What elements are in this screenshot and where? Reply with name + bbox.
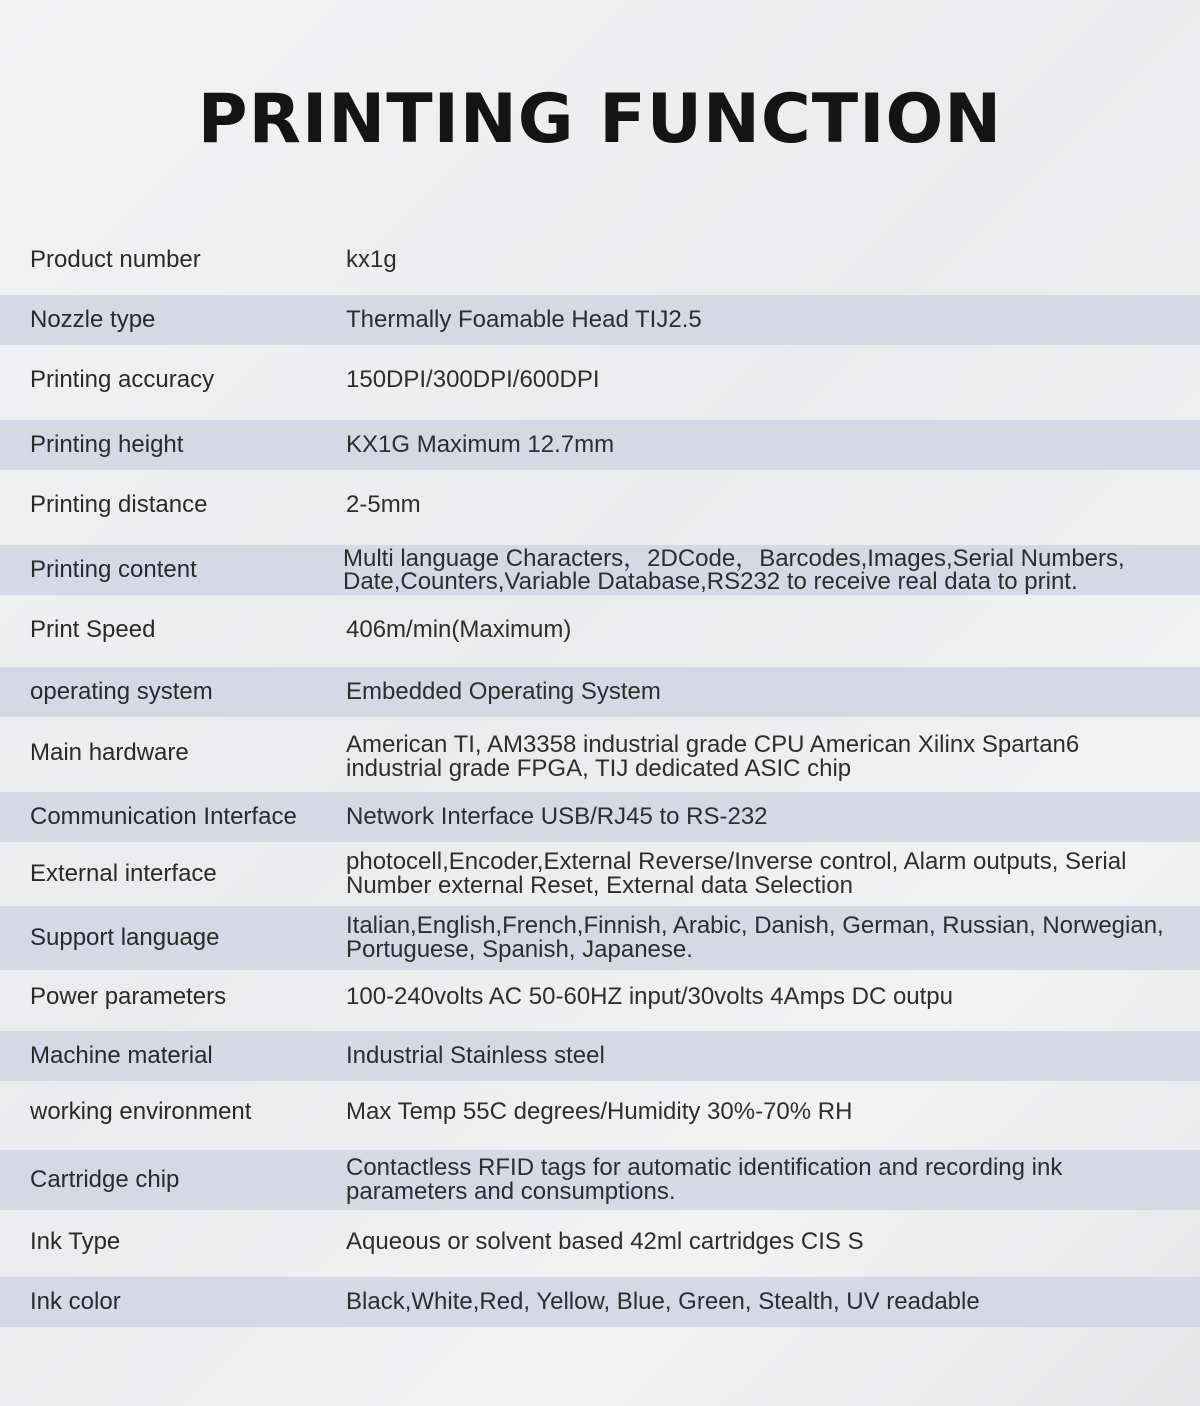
row-value: 2-5mm — [346, 491, 421, 518]
table-row — [0, 295, 1200, 345]
row-value: 406m/min(Maximum) — [346, 616, 572, 643]
row-value: Industrial Stainless steel — [346, 1042, 605, 1069]
table-row — [0, 1277, 1200, 1327]
row-label: operating system — [30, 678, 213, 705]
table-row — [0, 845, 1200, 903]
table-row — [0, 728, 1200, 782]
table-row — [0, 1087, 1200, 1137]
row-label: Print Speed — [30, 616, 156, 643]
row-label: Machine material — [30, 1042, 213, 1069]
row-value: Aqueous or solvent based 42ml cartridges CIS S — [346, 1228, 864, 1255]
row-value: Multi language Characters，2DCode，Barcodes,Images,Serial Numbers, Date,Counters,Variable Database,RS232 to receive real data to print. — [343, 545, 1125, 595]
row-label: Printing height — [30, 431, 184, 458]
row-value: American TI, AM3358 industrial grade CPU American Xilinx Spartan6 industrial grade FPGA, TIJ dedicated ASIC chip — [346, 731, 1080, 782]
table-row — [0, 605, 1200, 655]
page-title: PRINTING FUNCTION — [197, 80, 1003, 159]
table-row — [0, 1031, 1200, 1081]
row-label: External interface — [30, 860, 217, 887]
row-label: Printing content — [30, 556, 197, 583]
row-value: KX1G Maximum 12.7mm — [346, 431, 615, 458]
row-label: Communication Interface — [30, 803, 297, 830]
table-row — [0, 1217, 1200, 1267]
row-label: Nozzle type — [30, 306, 156, 333]
row-label: Printing accuracy — [30, 366, 215, 393]
row-label: Power parameters — [30, 983, 227, 1010]
row-value: Contactless RFID tags for automatic identification and recording ink parameters and consumptions. — [346, 1154, 1063, 1205]
table-row — [0, 792, 1200, 842]
row-label: Ink color — [30, 1288, 121, 1315]
row-value: Max Temp 55C degrees/Humidity 30%-70% RH — [346, 1098, 853, 1125]
row-value: photocell,Encoder,External Reverse/Inverse control, Alarm outputs, Serial Number external Reset, External data Selection — [346, 848, 1127, 899]
row-value: Embedded Operating System — [346, 678, 661, 705]
row-value: Thermally Foamable Head TIJ2.5 — [346, 306, 702, 333]
table-row — [0, 545, 1200, 595]
row-label: Printing distance — [30, 491, 208, 518]
row-value: 150DPI/300DPI/600DPI — [346, 366, 600, 393]
table-row — [0, 972, 1200, 1022]
row-value: Italian,English,French,Finnish, Arabic, Danish, German, Russian, Norwegian, Portuguese, Spanish, Japanese. — [346, 912, 1164, 963]
row-label: Ink Type — [30, 1228, 121, 1255]
row-label: Main hardware — [30, 739, 189, 766]
row-value: Black,White,Red, Yellow, Blue, Green, Stealth, UV readable — [346, 1288, 980, 1315]
table-row — [0, 667, 1200, 717]
table-row — [0, 235, 1200, 285]
table-row — [0, 906, 1200, 970]
row-value: Network Interface USB/RJ45 to RS-232 — [346, 803, 768, 830]
row-label: working environment — [30, 1098, 252, 1125]
table-row — [0, 355, 1200, 405]
table-row — [0, 1150, 1200, 1210]
row-value: 100-240volts AC 50-60HZ input/30volts 4Amps DC outpu — [346, 983, 953, 1010]
table-row — [0, 420, 1200, 470]
row-label: Support language — [30, 924, 220, 951]
row-value: kx1g — [346, 246, 397, 273]
row-label: Cartridge chip — [30, 1166, 180, 1193]
table-row — [0, 480, 1200, 530]
row-label: Product number — [30, 246, 201, 273]
